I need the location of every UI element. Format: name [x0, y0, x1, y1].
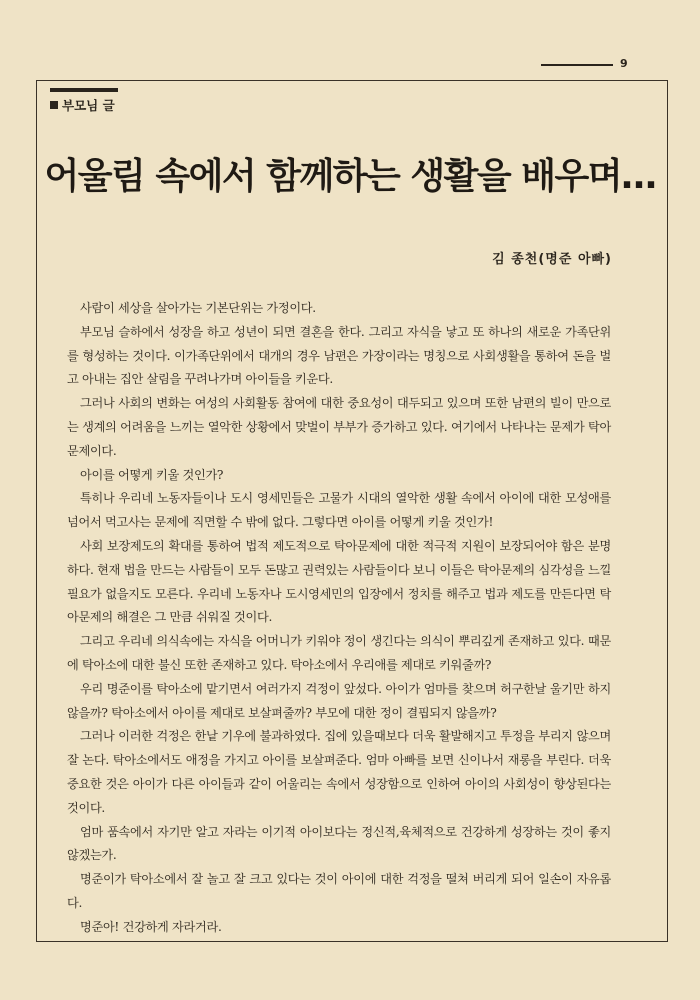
square-bullet-icon [50, 101, 58, 109]
paragraph: 사람이 세상을 살아가는 기본단위는 가정이다. [80, 301, 316, 315]
paragraph: 명준이가 탁아소에서 잘 놀고 잘 크고 있다는 것이 아이에 대한 걱정을 떨쳐 버리게 되어 일손이 자유롭다. [67, 872, 611, 910]
paragraph: 우리 명준이를 탁아소에 맡기면서 여러가지 걱정이 앞섰다. 아이가 엄마를 찾으며 허구한날 울기만 하지 않을까? 탁아소에서 아이를 제대로 보살펴줄까? 부모에 대한 정이 결핍되지 않을까? [67, 681, 611, 720]
paragraph: 부모님 슬하에서 성장을 하고 성년이 되면 결혼을 한다. 그리고 자식을 낳고 또 하나의 새로운 가족단위를 형성하는 것이다. 이가족단위에서 대개의 경우 남편은 가장이라는 명칭으로 사회생활을 통하여 돈을 벌고 아내는 집안 살림을 꾸려나가며 아이들을 키운다. [67, 324, 611, 387]
page-number: 9 [620, 57, 628, 70]
paragraph: 그리고 우리네 의식속에는 자식을 어머니가 키워야 정이 생긴다는 의식이 뿌리깊게 존재하고 있다. 때문에 탁아소에 대한 불신 또한 존재하고 있다. 탁아소에서 우리애를 제대로 키워줄까? [67, 634, 611, 672]
article-title: 어울림 속에서 함께하는 생활을 배우며… [44, 156, 656, 197]
paragraph: 그러나 사회의 변화는 여성의 사회활동 참여에 대한 중요성이 대두되고 있으며 또한 남편의 빌이 만으로는 생계의 어려움을 느끼는 열악한 상황에서 맞벌이 부부가 증가하고 있다. 여기에서 나타나는 문제가 탁아문제이다. [67, 396, 611, 458]
section-label [50, 96, 115, 114]
author-byline: 김 종천(명준 아빠) [492, 252, 612, 267]
section-bar [50, 88, 118, 92]
paragraph: 사회 보장제도의 확대를 통하여 법적 제도적으로 탁아문제에 대한 적극적 지원이 보장되어야 함은 분명하다. 현재 법을 만드는 사람들이 모두 돈많고 권력있는 사람들이다 보니 이들은 탁아문제의 심각성을 느낄 필요가 없을지도 모른다. 우리네 노동자나 도시영세민의 입장에서 정치를 해주고 법과 제도를 만든다면 탁아문제의 해결은 그 만큼 쉬워질 것이다. [67, 538, 611, 625]
section-label-text: 부모님 글 [62, 98, 115, 113]
article-body [67, 297, 611, 940]
header-rule [541, 64, 613, 66]
paragraph: 아이를 어떻게 키울 것인가? [80, 467, 224, 482]
paragraph: 명준아! 건강하게 자라거라. [80, 919, 222, 934]
paragraph: 엄마 품속에서 자기만 알고 자라는 이기적 아이보다는 정신적,육체적으로 건강하게 성장하는 것이 좋지 않겠는가. [67, 824, 611, 863]
paragraph: 특히나 우리네 노동자들이나 도시 영세민들은 고물가 시대의 열악한 생활 속에서 아이에 대한 모성애를 넘어서 먹고사는 문제에 직면할 수 밖에 없다. 그렇다면 아이를 어떻게 키울 것인가! [67, 491, 611, 530]
paragraph: 그러나 이러한 걱정은 한낱 기우에 불과하였다. 집에 있을때보다 더욱 활발해지고 투정을 부리지 않으며 잘 논다. 탁아소에서도 애정을 가지고 아이를 보살펴준다. 엄마 아빠를 보면 신이나서 재롱을 부린다. 더욱 중요한 것은 아이가 다른 아이들과 같이 어울리는 속에서 성장함으로 인하여 아이의 사회성이 향상된다는 것이다. [67, 729, 611, 815]
